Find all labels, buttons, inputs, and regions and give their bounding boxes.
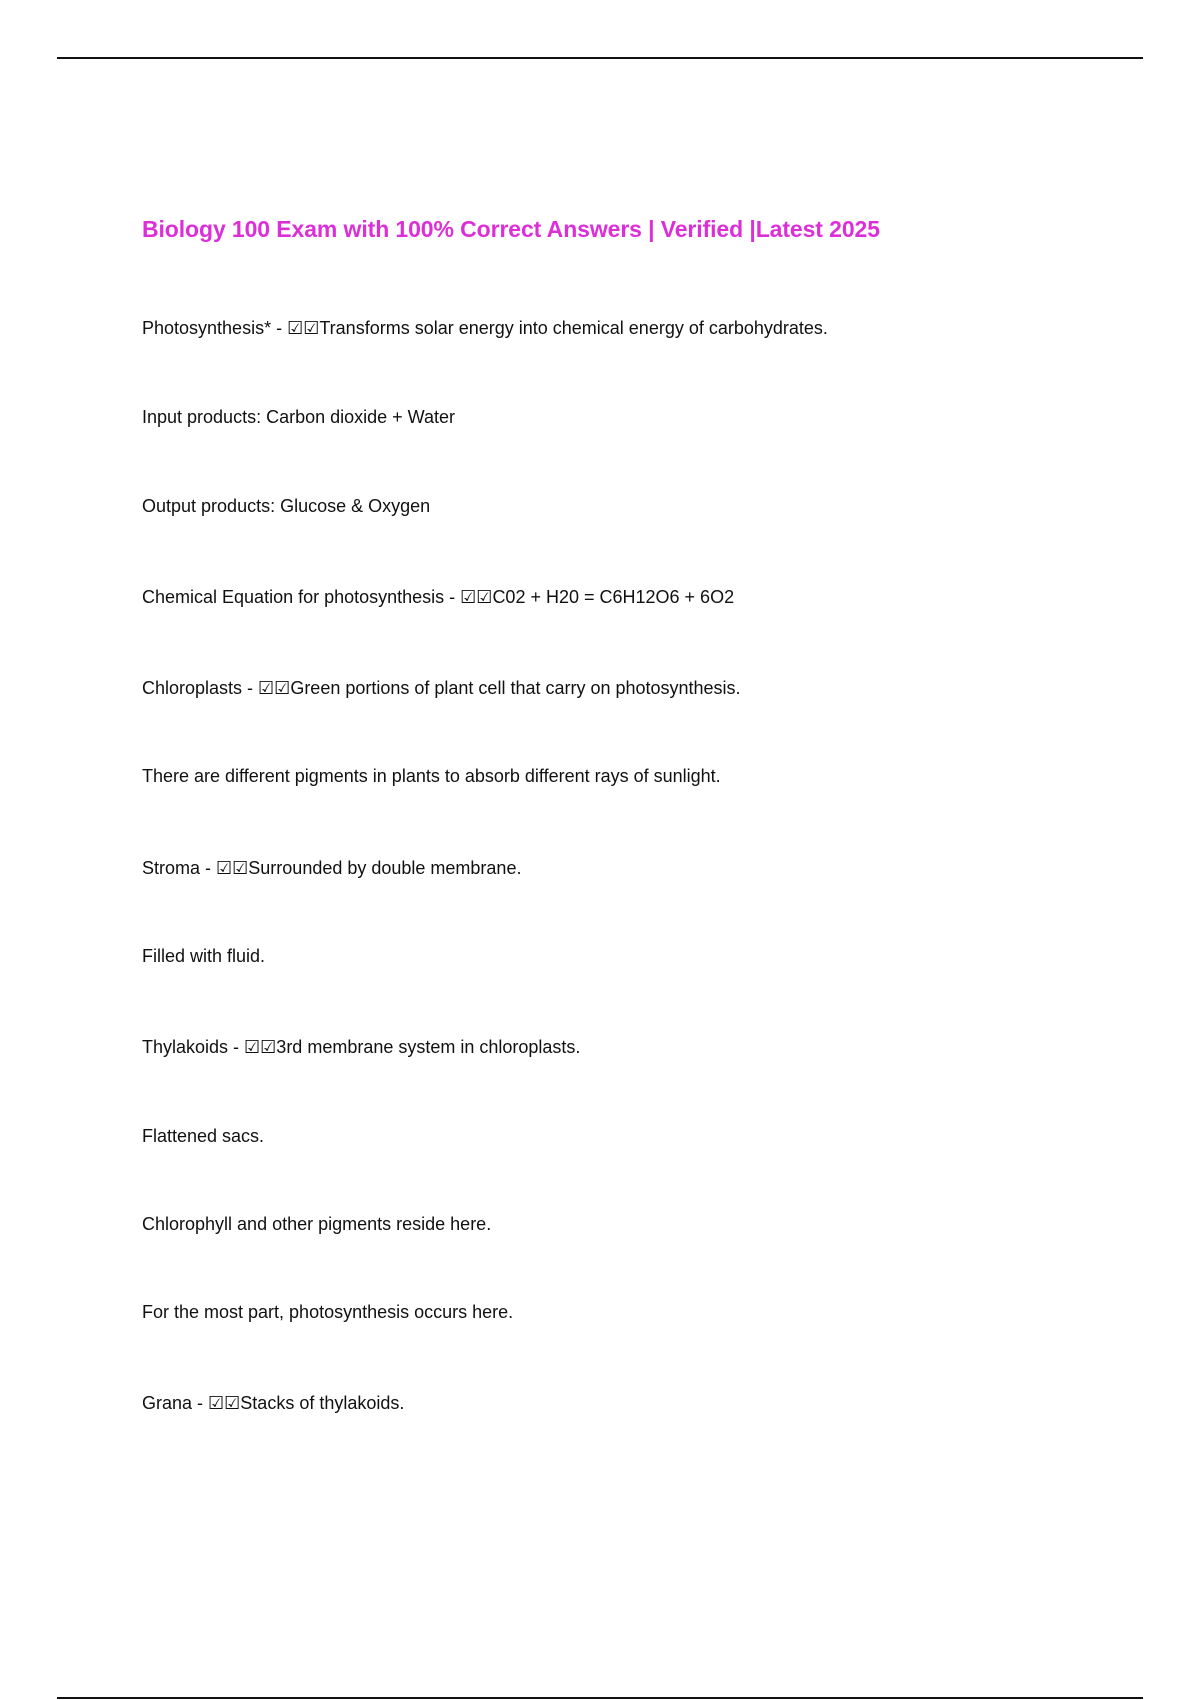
text-line-chloroplasts: Chloroplasts - ☑☑Green portions of plant cell that carry on photosynthesis. — [142, 678, 741, 698]
text-line-thylakoids: Thylakoids - ☑☑3rd membrane system in chloroplasts. — [142, 1037, 581, 1057]
text-line-flattened-sacs: Flattened sacs. — [142, 1126, 265, 1146]
text-line-pigments: There are different pigments in plants to absorb different rays of sunlight. — [142, 766, 721, 786]
document-title: Biology 100 Exam with 100% Correct Answers | Verified |Latest 2025 — [142, 216, 880, 242]
text-line-photosynthesis-occurs: For the most part, photosynthesis occurs here. — [142, 1302, 514, 1322]
text-line-filled-with-fluid: Filled with fluid. — [142, 946, 266, 966]
top-rule — [57, 57, 1143, 59]
text-line-input-products: Input products: Carbon dioxide + Water — [142, 407, 456, 427]
text-line-chemical-equation: Chemical Equation for photosynthesis - ☑☑C02 + H20 = C6H12O6 + 6O2 — [142, 587, 735, 607]
text-line-photosynthesis: Photosynthesis* - ☑☑Transforms solar energy into chemical energy of carbohydrates. — [142, 318, 828, 338]
text-line-chlorophyll: Chlorophyll and other pigments reside here. — [142, 1214, 492, 1234]
text-line-grana: Grana - ☑☑Stacks of thylakoids. — [142, 1393, 405, 1413]
text-line-stroma: Stroma - ☑☑Surrounded by double membrane. — [142, 858, 522, 878]
text-line-output-products: Output products: Glucose & Oxygen — [142, 496, 431, 516]
bottom-rule — [57, 1697, 1143, 1699]
